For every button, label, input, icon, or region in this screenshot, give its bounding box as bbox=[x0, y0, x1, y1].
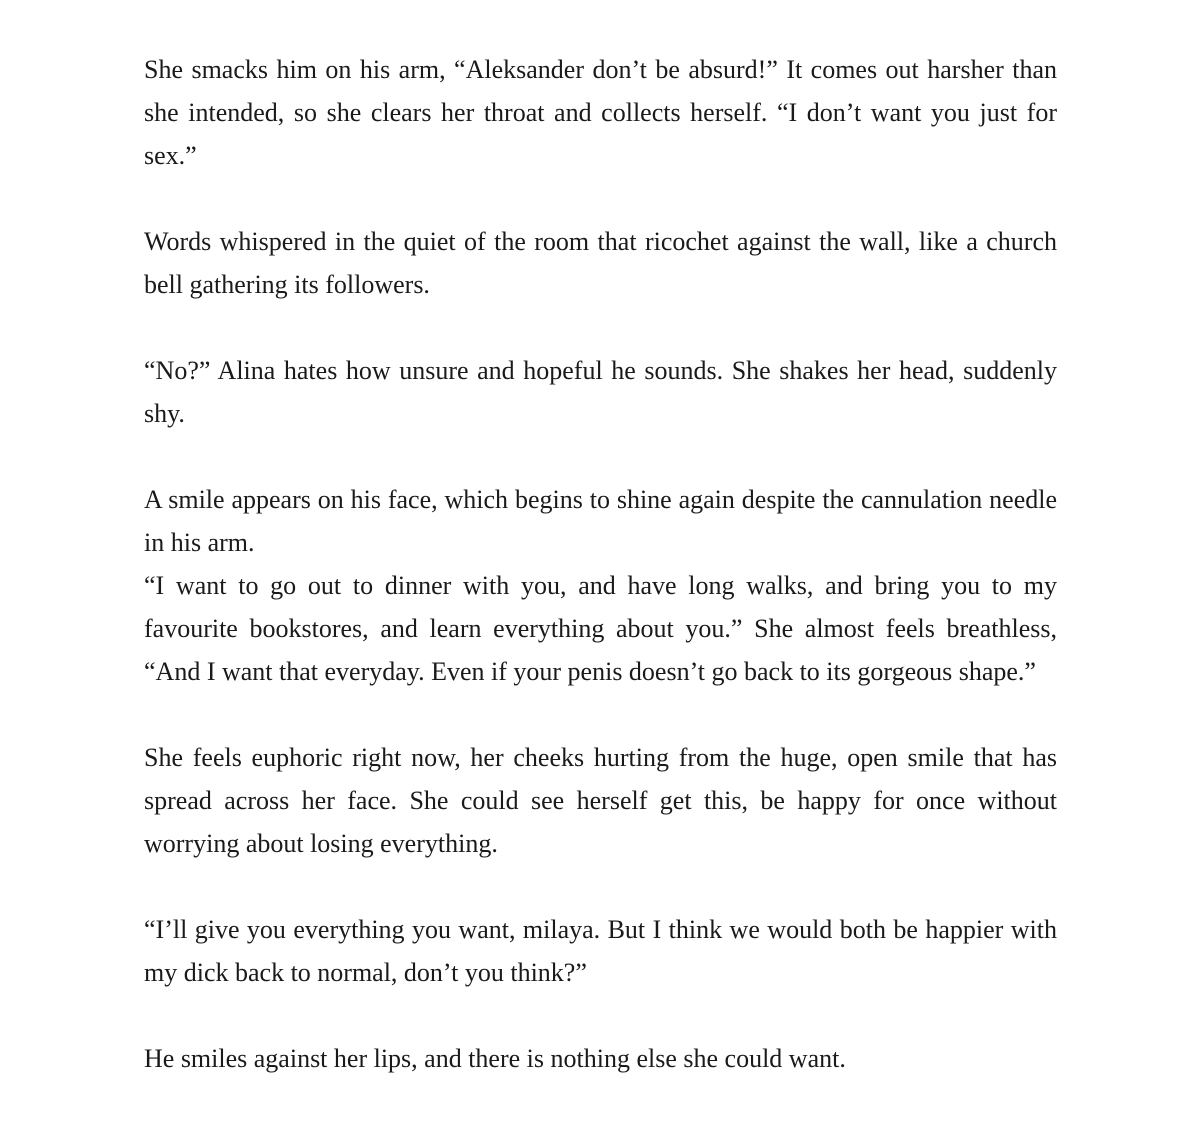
paragraph-5: “I want to go out to dinner with you, and have long walks, and bring you to my favourite bookstores, and learn everything about you.” She almost feels breathless, “And I want that everyday. Even if your penis doesn’t go back to its gorgeous shape.” bbox=[144, 571, 1057, 686]
paragraph-4: A smile appears on his face, which begins to shine again despite the cannulation needle in his arm. bbox=[144, 485, 1057, 557]
paragraph-7: “I’ll give you everything you want, milaya. But I think we would both be happier with my dick back to normal, don’t you think?” bbox=[144, 915, 1057, 987]
story-text-page bbox=[144, 48, 1057, 1080]
paragraph-spacer bbox=[144, 306, 1057, 349]
paragraph-1: She smacks him on his arm, “Aleksander don’t be absurd!” It comes out harsher than she intended, so she clears her throat and collects herself. “I don’t want you just for sex.” bbox=[144, 55, 1057, 170]
paragraph-spacer bbox=[144, 435, 1057, 478]
paragraph-spacer bbox=[144, 693, 1057, 736]
paragraph-6: She feels euphoric right now, her cheeks hurting from the huge, open smile that has spread across her face. She could see herself get this, be happy for once without worrying about losing everything. bbox=[144, 743, 1057, 858]
paragraph-2: Words whispered in the quiet of the room that ricochet against the wall, like a church bell gathering its followers. bbox=[144, 227, 1057, 299]
paragraph-8: He smiles against her lips, and there is nothing else she could want. bbox=[144, 1044, 846, 1073]
paragraph-spacer bbox=[144, 177, 1057, 220]
paragraph-3: “No?” Alina hates how unsure and hopeful he sounds. She shakes her head, suddenly shy. bbox=[144, 356, 1057, 428]
paragraph-spacer bbox=[144, 994, 1057, 1037]
paragraph-spacer bbox=[144, 865, 1057, 908]
